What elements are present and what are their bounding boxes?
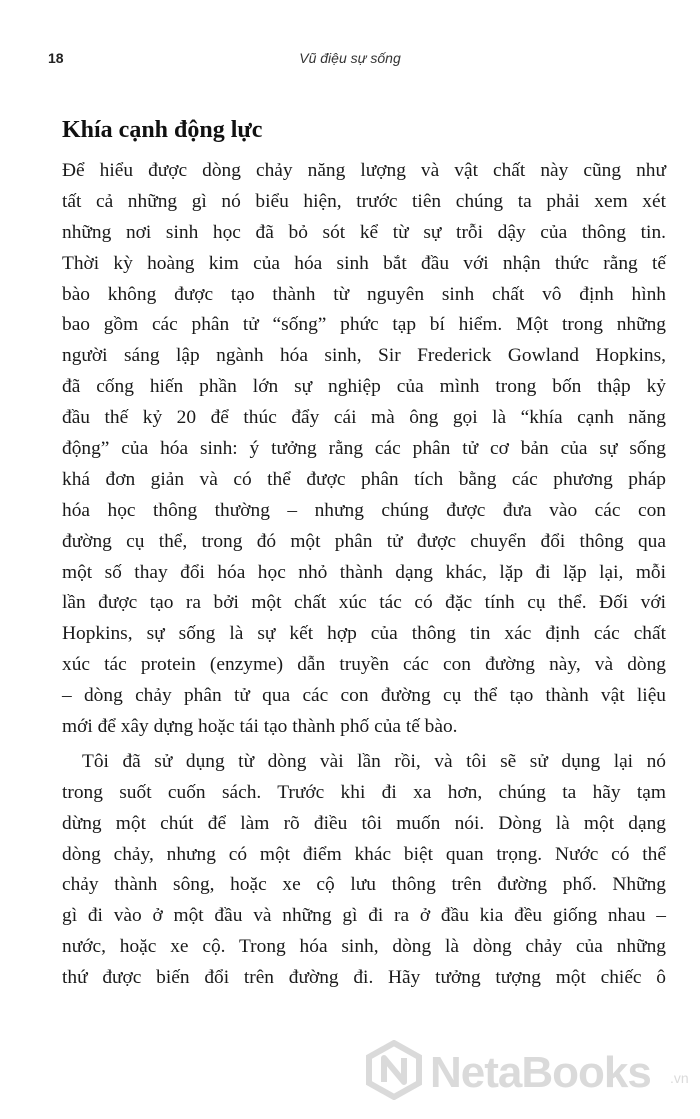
text-line: Để hiểu được dòng chảy năng lượng và vật chất này cũng như — [62, 160, 666, 181]
text-line: dừng một chút để làm rõ điều tôi muốn nói. Dòng là một dạng — [62, 812, 666, 834]
text-line: tất cả những gì nó biểu hiện, trước tiên chúng ta phải xem xét — [62, 190, 666, 212]
text-line: bao gồm các phân tử “sống” phức tạp bí hiểm. Một trong những — [62, 314, 666, 336]
text-line: bào không được tạo thành từ nguyên sinh chất vô định hình — [62, 283, 666, 305]
body-text — [62, 156, 666, 994]
paragraph-2 — [62, 747, 666, 994]
text-line: – dòng chảy phân tử qua các con đường cụ thể tạo thành vật liệu — [62, 685, 666, 707]
page-header — [48, 50, 652, 74]
text-line: trong suốt cuốn sách. Trước khi đi xa hơn, chúng ta hãy tạm — [62, 781, 666, 803]
text-line: lần được tạo ra bởi một chất xúc tác có đặc tính cụ thể. Đối với — [62, 592, 666, 614]
page-number: 18 — [48, 50, 64, 66]
text-line: một số thay đổi hóa học nhỏ thành dạng khác, lặp đi lặp lại, mỗi — [62, 561, 666, 583]
text-line: Thời kỳ hoàng kim của hóa sinh bắt đầu với nhận thức rằng tế — [62, 252, 666, 274]
text-line: gì đi vào ở một đầu và những gì đi ra ở đầu kia đều giống nhau – — [62, 905, 666, 927]
text-line: đường cụ thể, trong đó một phân tử được chuyển đổi thông qua — [62, 530, 666, 552]
text-line: Hopkins, sự sống là sự kết hợp của thông tin xác định các chất — [62, 623, 666, 645]
text-line: dòng chảy, nhưng có một điểm khác biệt quan trọng. Nước có thể — [62, 843, 666, 865]
text-line: thứ được biến đổi trên đường đi. Hãy tưởng tượng một chiếc ô — [62, 967, 666, 989]
text-line: mới để xây dựng hoặc tái tạo thành phố của tế bào. — [62, 716, 458, 738]
text-line: động” của hóa sinh: ý tưởng rằng các phân tử cơ bản của sự sống — [62, 438, 666, 460]
watermark — [364, 1040, 694, 1110]
text-line: đã cống hiến phần lớn sự nghiệp của mình trong bốn thập kỷ — [62, 376, 666, 398]
text-line: Tôi đã sử dụng từ dòng vài lần rồi, và tôi sẽ sử dụng lại nó — [82, 750, 666, 772]
text-line: hóa học thông thường – nhưng chúng được đưa vào các con — [62, 499, 666, 521]
text-line: khá đơn giản và có thể được phân tích bằng các phương pháp — [62, 468, 666, 490]
text-line: những nơi sinh học đã bỏ sót kể từ sự trỗi dậy của thông tin. — [62, 221, 666, 243]
netabooks-logo-icon — [364, 1040, 424, 1100]
text-line: người sáng lập ngành hóa sinh, Sir Frederick Gowland Hopkins, — [62, 345, 666, 367]
text-line: xúc tác protein (enzyme) dẫn truyền các con đường này, và dòng — [62, 654, 666, 676]
text-line: chảy thành sông, hoặc xe cộ lưu thông trên đường phố. Những — [62, 874, 666, 896]
paragraph-1 — [62, 156, 666, 743]
text-line: đầu thế kỷ 20 để thúc đẩy cái mà ông gọi là “khía cạnh năng — [62, 407, 666, 429]
watermark-text: NetaBooks — [430, 1048, 651, 1097]
running-title: Vũ điệu sự sống — [299, 50, 401, 66]
watermark-suffix: .vn — [670, 1070, 689, 1086]
text-line: nước, hoặc xe cộ. Trong hóa sinh, dòng là dòng chảy của những — [62, 936, 666, 958]
section-heading: Khía cạnh động lực — [62, 117, 263, 143]
